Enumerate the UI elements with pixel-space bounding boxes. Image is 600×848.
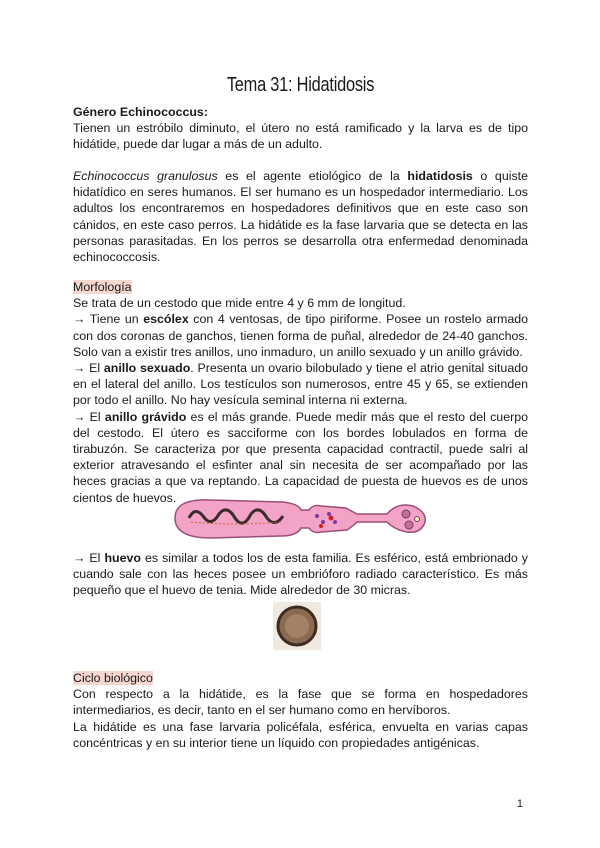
- lifecycle-heading: Ciclo biológico: [73, 671, 153, 685]
- egg-illustration: [273, 602, 321, 650]
- gravid-ring-term: anillo grávido: [104, 409, 187, 424]
- egg-paragraph: → El huevo es similar a todos los de esta familia. Es esférico, está embrionado y cuando sale con las heces posee un embrióforo radiado característico. Es más pequeño que el huevo de tenia. Mide alrededor de 30 micras.: [73, 551, 529, 598]
- genus-text: Tienen un estróbilo diminuto, el útero no está ramificado y la larva es de tipo hidátide, puede dar lugar a más de un adulto.: [73, 121, 528, 152]
- genus-heading: Género Echinococcus:: [73, 105, 208, 119]
- sexual-ring-term: anillo sexuado: [103, 361, 191, 376]
- tapeworm-illustration: [171, 492, 429, 544]
- size-text: Se trata de un cestodo que mide entre 4 y 6 mm de longitud.: [73, 296, 406, 311]
- lifecycle-p2: La hidátide es una fase larvaria policéfala, esférica, envuelta en varias capas concéntricas y en su interior tiene un líquido con propiedades antigénicas.: [73, 719, 528, 750]
- species-name: Echinococcus granulosus: [73, 169, 218, 183]
- page-title: Tema 31: Hidatidosis: [226, 74, 375, 96]
- lifecycle-section: [73, 670, 528, 751]
- intro-paragraph: Echinococcus granulosus es el agente etiológico de la hidatidosis o quiste hidatídico en seres humanos. El ser humano es un hospedador intermediario. Los adultos los encontraremos en hospedadores definitivos que en este caso son cánidos, en este caso perros. La hidátide es la fase larvaria que se detecta en las personas parasitadas. En los perros se desarrolla otra enfermedad denominada echinococcosis.: [73, 169, 528, 265]
- disease-term: hidatidosis: [407, 169, 473, 183]
- lifecycle-p1: Con respecto a la hidátide, es la fase que se forma en hospedadores intermediarios, es decir, tanto en el ser humano como en hervíboros.: [73, 687, 528, 718]
- genus-section: [73, 104, 528, 153]
- morphology-section: Morfología Se trata de un cestodo que mide entre 4 y 6 mm de longitud. → Tiene un escólex con 4 ventosas, de tipo piriforme. Posee un rostelo armado con dos coronas de ganchos, tienen forma de puñal, alrededor de 24-40 ganchos. Solo van a existir tres anillos, uno inmaduro, un anillo sexuado y un anillo grávido. → El anillo sexuado. Presenta un ovario bilobulado y tiene el atrio genital situado en el lateral del anillo. Los testículos son numerosos, entre 45 y 65, se extienden por todo el anillo. No hay vesícula seminal interna ni externa. → El anillo grávido es el más grande. Puede medir más que el resto del cuerpo del cestodo. El útero es sacciforme con los bordes lobulados en forma de tirabuzón. Se caracteriza por que presenta capacidad contractil, puede salri al exterior atravesando el esfinter anal sin necesita de ser acompañado por las heces gracias a que va reptando. La capacidad de puesta de huevos es de unos cientos de huevos.: [73, 280, 529, 505]
- scolex-term: escólex: [143, 312, 189, 327]
- page-number: 1: [516, 798, 523, 810]
- morphology-heading: Morfología: [73, 280, 132, 294]
- egg-term: huevo: [104, 551, 141, 565]
